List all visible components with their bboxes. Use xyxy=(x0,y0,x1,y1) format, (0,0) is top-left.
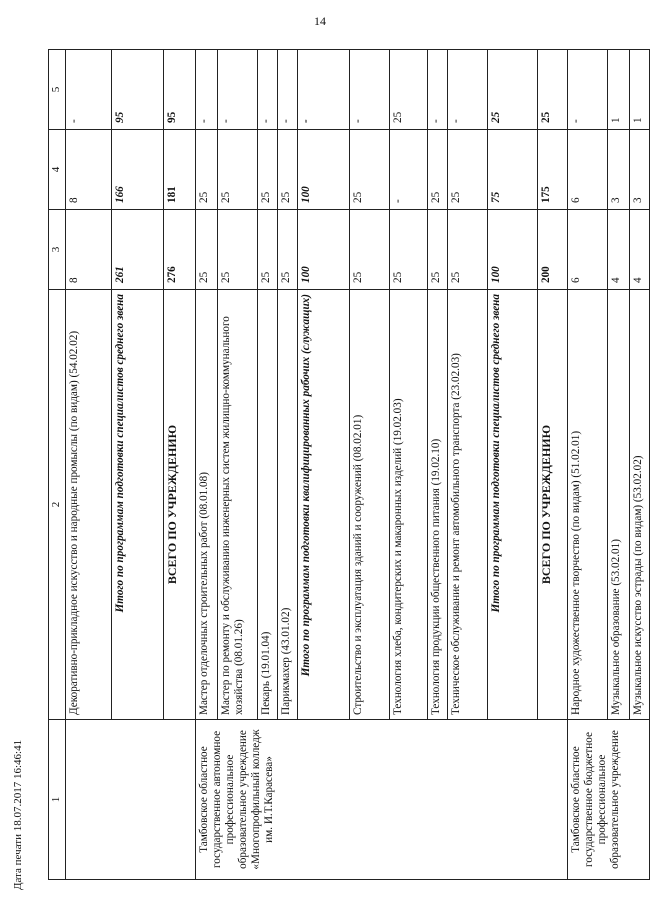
value-cell: 25 xyxy=(448,130,488,210)
value-cell: 25 xyxy=(218,130,258,210)
table-row xyxy=(568,50,608,880)
total-label: ВСЕГО ПО УЧРЕЖДЕНИЮ xyxy=(164,290,196,720)
program-cell: Парикмахер (43.01.02) xyxy=(278,290,298,720)
total-label: ВСЕГО ПО УЧРЕЖДЕНИЮ xyxy=(538,290,568,720)
header-cell: 2 xyxy=(49,290,66,720)
value-cell: 3 xyxy=(630,130,650,210)
program-cell: Мастер по ремонту и обслуживанию инженерных систем жилищно-коммунального хозяйства (08.01.26) xyxy=(218,290,258,720)
subtotal-label: Итого по программам подготовки квалифицированных рабочих (служащих) xyxy=(298,290,350,720)
value-cell: 25 xyxy=(428,210,448,290)
value-cell: 25 xyxy=(390,210,428,290)
program-cell: Народное художественное творчество (по видам) (51.02.01) xyxy=(568,290,608,720)
value-cell: 181 xyxy=(164,130,196,210)
value-cell: - xyxy=(196,50,218,130)
value-cell: 8 xyxy=(66,130,112,210)
header-row xyxy=(49,50,66,880)
value-cell: 25 xyxy=(258,130,278,210)
value-cell: 100 xyxy=(488,210,538,290)
value-cell: - xyxy=(66,50,112,130)
value-cell: - xyxy=(350,50,390,130)
program-cell: Мастер отделочных строительных работ (08.01.08) xyxy=(196,290,218,720)
value-cell: - xyxy=(390,130,428,210)
value-cell: 1 xyxy=(630,50,650,130)
value-cell: - xyxy=(258,50,278,130)
value-cell: 8 xyxy=(66,210,112,290)
header-cell: 4 xyxy=(49,130,66,210)
value-cell: - xyxy=(218,50,258,130)
subtotal-label: Итого по программам подготовки специалистов среднего звена xyxy=(112,290,164,720)
value-cell: 6 xyxy=(568,130,608,210)
subtotal-label: Итого по программам подготовки специалистов среднего звена xyxy=(488,290,538,720)
program-cell: Пекарь (19.01.04) xyxy=(258,290,278,720)
print-date: Дата печати 18.07.2017 16:46:41 xyxy=(12,739,24,890)
value-cell: - xyxy=(428,50,448,130)
program-cell: Музыкальное образование (53.02.01) xyxy=(608,290,630,720)
page-number: 14 xyxy=(314,14,326,28)
value-cell: 75 xyxy=(488,130,538,210)
value-cell: - xyxy=(278,50,298,130)
value-cell: 25 xyxy=(196,210,218,290)
value-cell: 25 xyxy=(350,130,390,210)
value-cell: 276 xyxy=(164,210,196,290)
value-cell: - xyxy=(298,50,350,130)
table-row xyxy=(196,50,218,880)
value-cell: 95 xyxy=(112,50,164,130)
program-cell: Декоративно-прикладное искусство и народные промыслы (по видам) (54.02.02) xyxy=(66,290,112,720)
value-cell: 25 xyxy=(488,50,538,130)
value-cell: 25 xyxy=(390,50,428,130)
org-cell: Тамбовское областное государственное автономное профессиональное образовательное учреждение «Многопрофильный колледж им. И.Т.Карасева» xyxy=(196,720,568,880)
value-cell: 25 xyxy=(350,210,390,290)
value-cell: 1 xyxy=(608,50,630,130)
value-cell: 261 xyxy=(112,210,164,290)
value-cell: 95 xyxy=(164,50,196,130)
table-row xyxy=(66,50,112,880)
program-cell: Технология продукции общественного питания (19.02.10) xyxy=(428,290,448,720)
program-cell: Техническое обслуживание и ремонт автомобильного транспорта (23.02.03) xyxy=(448,290,488,720)
value-cell: 6 xyxy=(568,210,608,290)
header-cell: 3 xyxy=(49,210,66,290)
value-cell: 25 xyxy=(278,210,298,290)
value-cell: 100 xyxy=(298,210,350,290)
value-cell: 4 xyxy=(608,210,630,290)
program-cell: Технология хлеба, кондитерских и макаронных изделий (19.02.03) xyxy=(390,290,428,720)
header-cell: 5 xyxy=(49,50,66,130)
org-cell: Тамбовское областное государственное бюджетное профессиональное образовательное учреждение xyxy=(568,720,650,880)
value-cell: - xyxy=(448,50,488,130)
org-cell xyxy=(66,720,196,880)
value-cell: 25 xyxy=(278,130,298,210)
program-cell: Строительство и эксплуатация зданий и сооружений (08.02.01) xyxy=(350,290,390,720)
program-cell: Музыкальное искусство эстрады (по видам) (53.02.02) xyxy=(630,290,650,720)
value-cell: 25 xyxy=(258,210,278,290)
value-cell: 25 xyxy=(196,130,218,210)
value-cell: 25 xyxy=(428,130,448,210)
value-cell: - xyxy=(568,50,608,130)
value-cell: 25 xyxy=(448,210,488,290)
admissions-table xyxy=(48,49,650,880)
value-cell: 100 xyxy=(298,130,350,210)
value-cell: 4 xyxy=(630,210,650,290)
header-cell: 1 xyxy=(49,720,66,880)
value-cell: 25 xyxy=(218,210,258,290)
value-cell: 200 xyxy=(538,210,568,290)
value-cell: 166 xyxy=(112,130,164,210)
value-cell: 175 xyxy=(538,130,568,210)
value-cell: 25 xyxy=(538,50,568,130)
value-cell: 3 xyxy=(608,130,630,210)
